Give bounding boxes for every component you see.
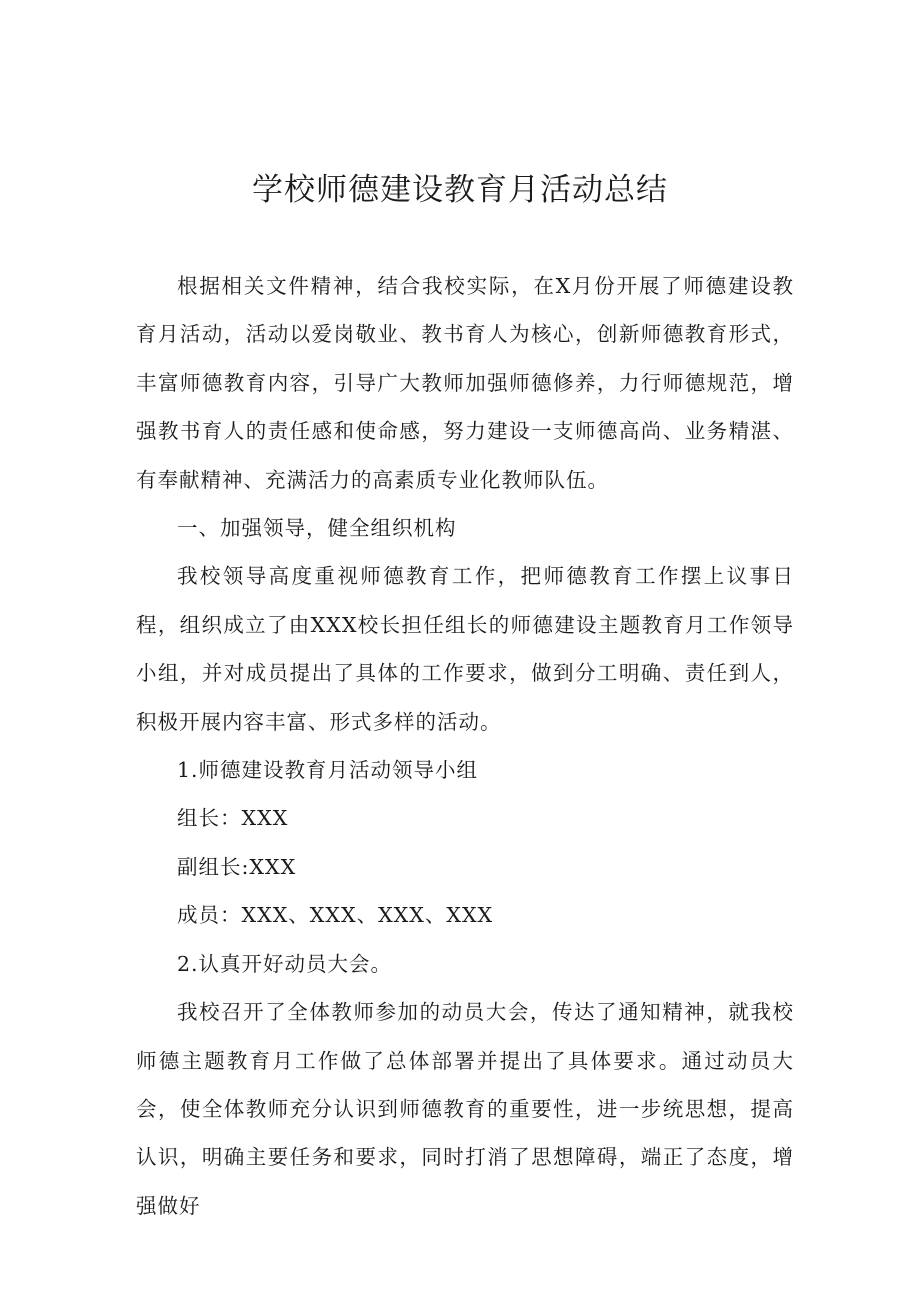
subsection-heading: 2.认真开好动员大会。 — [177, 951, 393, 976]
deputy-leader-line: 副组长:XXX — [177, 854, 297, 879]
leader-line: 组长：XXX — [177, 806, 289, 831]
intro-paragraph: 根据相关文件精神，结合我校实际，在X月份开展了师德建设教育月活动，活动以爱岗敬业、教书育人为核心，创新师德教育形式，丰富师德教育内容，引导广大教师加强师德修养，力行师德规范，增强教书育人的责任感和使命感，努力建设一支师德高尚、业务精湛、有奉献精神、充满活力的高素质专业化教师队伍。 — [136, 274, 794, 492]
body-paragraph: 我校领导高度重视师德教育工作，把师德教育工作摆上议事日程，组织成立了由XXX校长担任组长的师德建设主题教育月工作领导小组，并对成员提出了具体的工作要求，做到分工明确、责任到人，积极开展内容丰富、形式多样的活动。 — [136, 564, 794, 734]
document-body — [136, 262, 794, 1230]
document-title: 学校师德建设教育月活动总结 — [252, 172, 668, 208]
body-paragraph: 我校召开了全体教师参加的动员大会，传达了通知精神，就我校师德主题教育月工作做了总体部署并提出了具体要求。通过动员大会，使全体教师充分认识到师德教育的重要性，进一步统思想，提高认识，明确主要任务和要求，同时打消了思想障碍，端正了态度，增强做好 — [136, 1000, 794, 1218]
members-line: 成员：XXX、XXX、XXX、XXX — [177, 903, 494, 928]
subsection-heading: 1.师德建设教育月活动领导小组 — [177, 758, 479, 783]
section-heading: 一、加强领导，健全组织机构 — [177, 516, 457, 541]
